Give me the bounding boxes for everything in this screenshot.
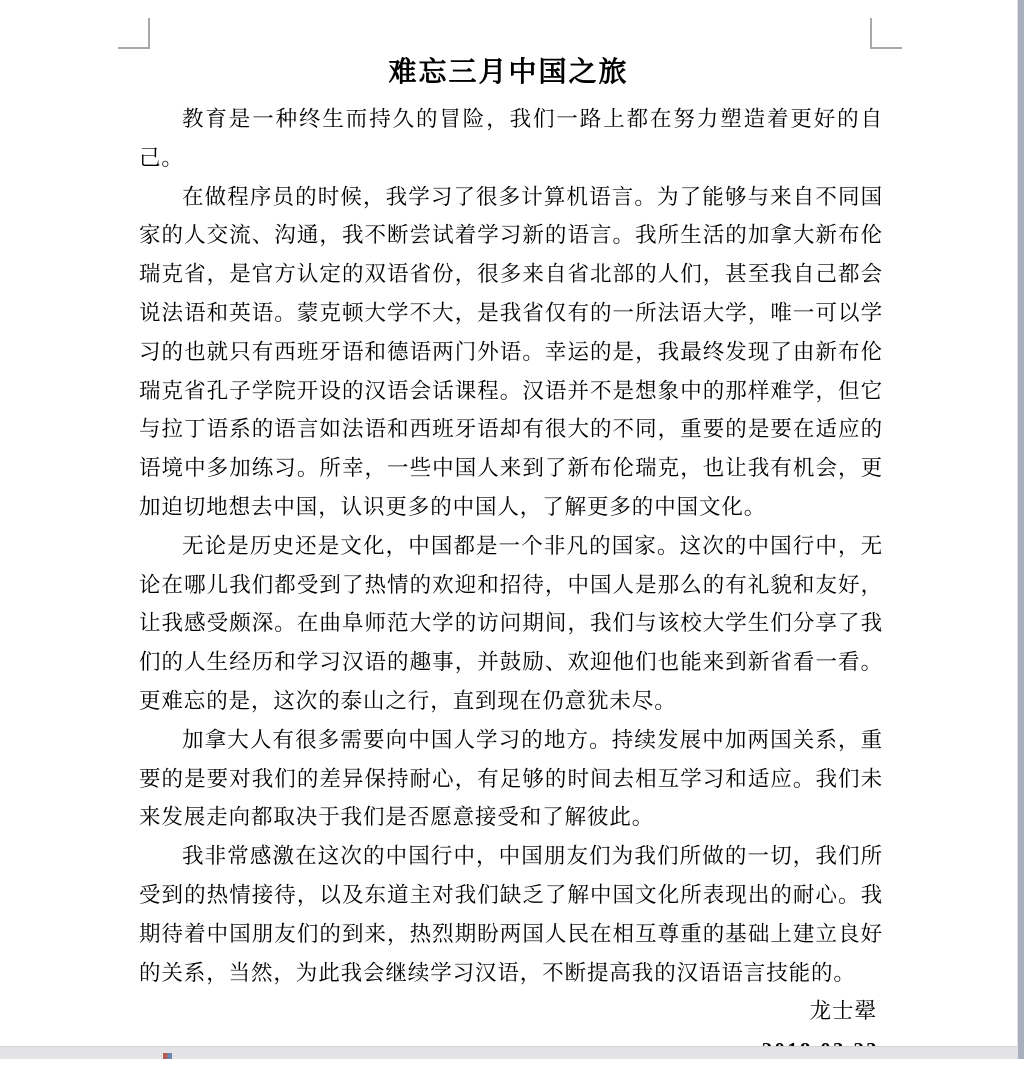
paragraph[interactable]: 教育是一种终生而持久的冒险，我们一路上都在努力塑造着更好的自己。 [139,107,883,170]
paragraph[interactable]: 在做程序员的时候，我学习了很多计算机语言。为了能够与来自不同国家的人交流、沟通，我不断尝试着学习新的语言。我所生活的加拿大新布伦瑞克省，是官方认定的双语省份，很多来自省北部的人们，甚至我自己都会说法语和英语。蒙克顿大学不大，是我省仅有的一所法语大学，唯一可以学习的也就只有西班牙语和德语两门外语。幸运的是，我最终发现了由新布伦瑞克省孔子学院开设的汉语会话课程。汉语并不是想象中的那样难学，但它与拉丁语系的语言如法语和西班牙语却有很大的不同，重要的是要在适应的语境中多加练习。所幸，一些中国人来到了新布伦瑞克，也让我有机会，更加迫切地想去中国，认识更多的中国人，了解更多的中国文化。 [139,184,883,519]
margin-crop-mark-top-right-icon [870,18,902,49]
paragraph[interactable]: 无论是历史还是文化，中国都是一个非凡的国家。这次的中国行中，无论在哪儿我们都受到了热情的欢迎和招待，中国人是那么的有礼貌和友好，让我感受颇深。在曲阜师范大学的访问期间，我们与该校大学生们分享了我们的人生经历和学习汉语的趣事，并鼓励、欢迎他们也能来到新省看一看。更难忘的是，这次的泰山之行，直到现在仍意犹未尽。 [139,533,883,713]
paragraph[interactable]: 我非常感激在这次的中国行中，中国朋友们为我们所做的一切，我们所受到的热情接待，以及东道主对我们缺乏了解中国文化所表现出的耐心。我期待着中国朋友们的到来，热烈期盼两国人民在相互尊重的基础上建立良好的关系，当然，为此我会继续学习汉语，不断提高我的汉语语言技能的。 [139,844,883,985]
signature-name[interactable]: 龙士翚 [809,999,877,1024]
taskbar-app-icon[interactable] [163,1053,172,1059]
margin-crop-mark-top-left-icon [118,18,150,49]
paragraph[interactable]: 加拿大人有很多需要向中国人学习的地方。持续发展中加两国关系，重要的是要对我们的差异保持耐心，有足够的时间去相互学习和适应。我们未来发展走向都取决于我们是否愿意接受和了解彼此。 [139,727,883,830]
bottom-window-edge [0,1046,1017,1059]
document-body[interactable] [139,100,883,1070]
document-title[interactable]: 难忘三月中国之旅 [388,57,629,88]
window-right-edge-scrollbar[interactable] [1017,0,1024,1059]
